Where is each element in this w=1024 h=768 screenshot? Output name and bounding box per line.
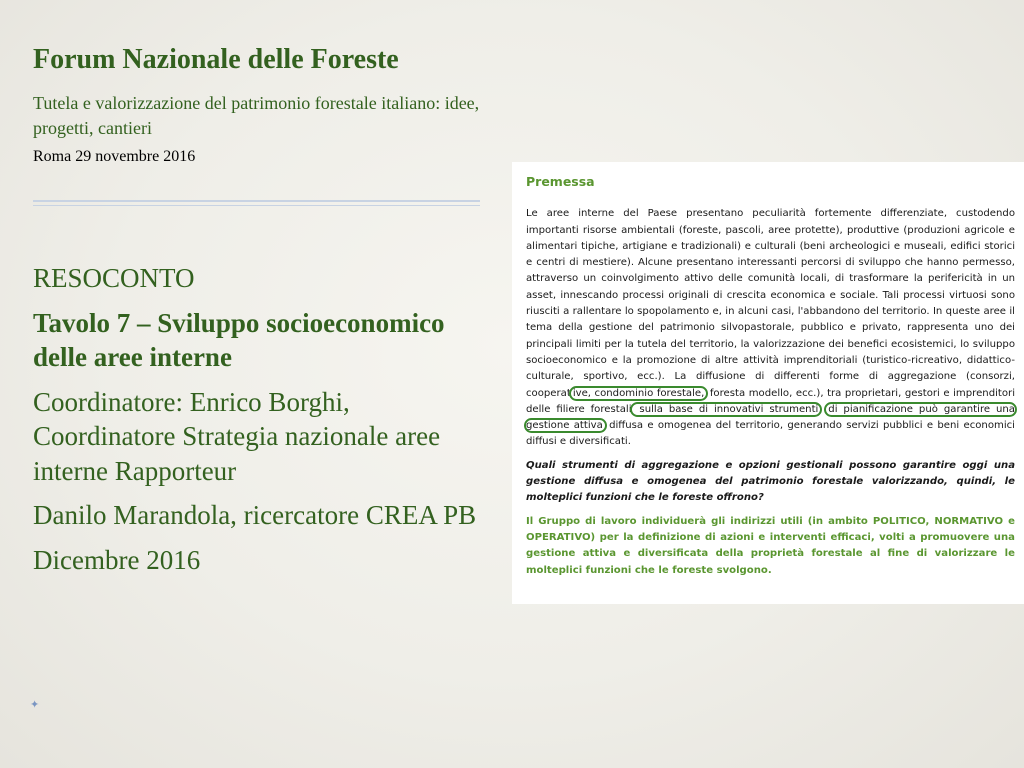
event-date: Roma 29 novembre 2016 xyxy=(33,148,196,165)
report-label: RESOCONTO xyxy=(33,263,195,293)
document-paragraph xyxy=(526,206,1015,450)
report-date: Dicembre 2016 xyxy=(33,545,201,576)
document-excerpt xyxy=(512,162,1024,604)
slide-subtitle: Tutela e valorizzazione del patrimonio forestale italiano: idee, progetti, cantieri xyxy=(33,93,480,139)
paragraph-text-tail: diffusa e omogenea del territorio, generando servizi pubblici e beni economici diffusi e diversificati. xyxy=(526,420,1015,448)
highlight-circle-1: ive, condominio forestale, xyxy=(572,387,705,399)
document-question: Quali strumenti di aggregazione e opzioni gestionali possono garantire oggi una gestione diffusa e omogenea del patrimonio forestale valorizzando, quindi, le molteplici funzioni che le foreste offrono? xyxy=(526,459,1015,504)
document-heading: Premessa xyxy=(526,174,595,189)
divider-line xyxy=(33,200,480,202)
slide-title: Forum Nazionale delle Foreste xyxy=(33,44,399,75)
rapporteur-text: Danilo Marandola, ricercatore CREA PB xyxy=(33,500,477,531)
paragraph-text-mid: foresta modello, ecc.), tra proprietari, gestori e imprenditori delle filiere forestali xyxy=(526,387,1016,415)
highlight-circle-2: sulla base di innovativi strumenti xyxy=(633,403,819,415)
highlight-circle-3: di pianificazione può garantire una gestione attiva xyxy=(526,403,1015,432)
paragraph-text: Le aree interne del Paese presentano peculiarità fortemente differenziate, custodendo importanti risorse ambientali (foreste, pascoli, aree protette), produttive (produzioni agricole e alimentari tipiche, artigiane e tradizionali) e culturali (beni archeologici e museali, edifici storici e centri di mestiere). Alcune presentano interessanti percorsi di sviluppo che hanno permesso, attraverso un coinvolgimento attivo delle comunità locali, di trasformare la perifericità in un asset, innescando processi originali di crescita economica e sociale. Tali processi virtuosi sono riusciti a rallentare lo spopolamento e, in alcuni casi, l'abbandono del territorio. In queste aree il tema della gestione del patrimonio silvopastorale, pubblico e privato, rappresenta uno dei principali limiti per la tutela del territorio, la valorizzazione dei benefici ecosistemici, lo sviluppo socioeconomico e la promozione di altre attività imprenditoriali (turistico-ricreativo, didattico-culturale, sportivo, ecc.). La diffusione di differenti forme di aggregazione (consorzi, cooperat xyxy=(526,208,1015,399)
slide-bullet-icon: ✦ xyxy=(30,698,40,711)
divider-line-secondary xyxy=(33,205,480,206)
document-working-group: Il Gruppo di lavoro individuerà gli indirizzi utili (in ambito POLITICO, NORMATIVO e OPERATIVO) per la definizione di azioni e interventi efficaci, volti a promuovere una gestione attiva e diversificata della proprietà forestale al fine di valorizzare le molteplici funzioni che le foreste svolgono. xyxy=(526,515,1015,576)
coordinator-text: Coordinatore: Enrico Borghi, Coordinatore Strategia nazionale aree interne Rapporteur xyxy=(33,386,441,486)
report-info xyxy=(33,262,488,578)
table-title: Tavolo 7 – Sviluppo socioeconomico delle aree interne xyxy=(33,307,445,373)
